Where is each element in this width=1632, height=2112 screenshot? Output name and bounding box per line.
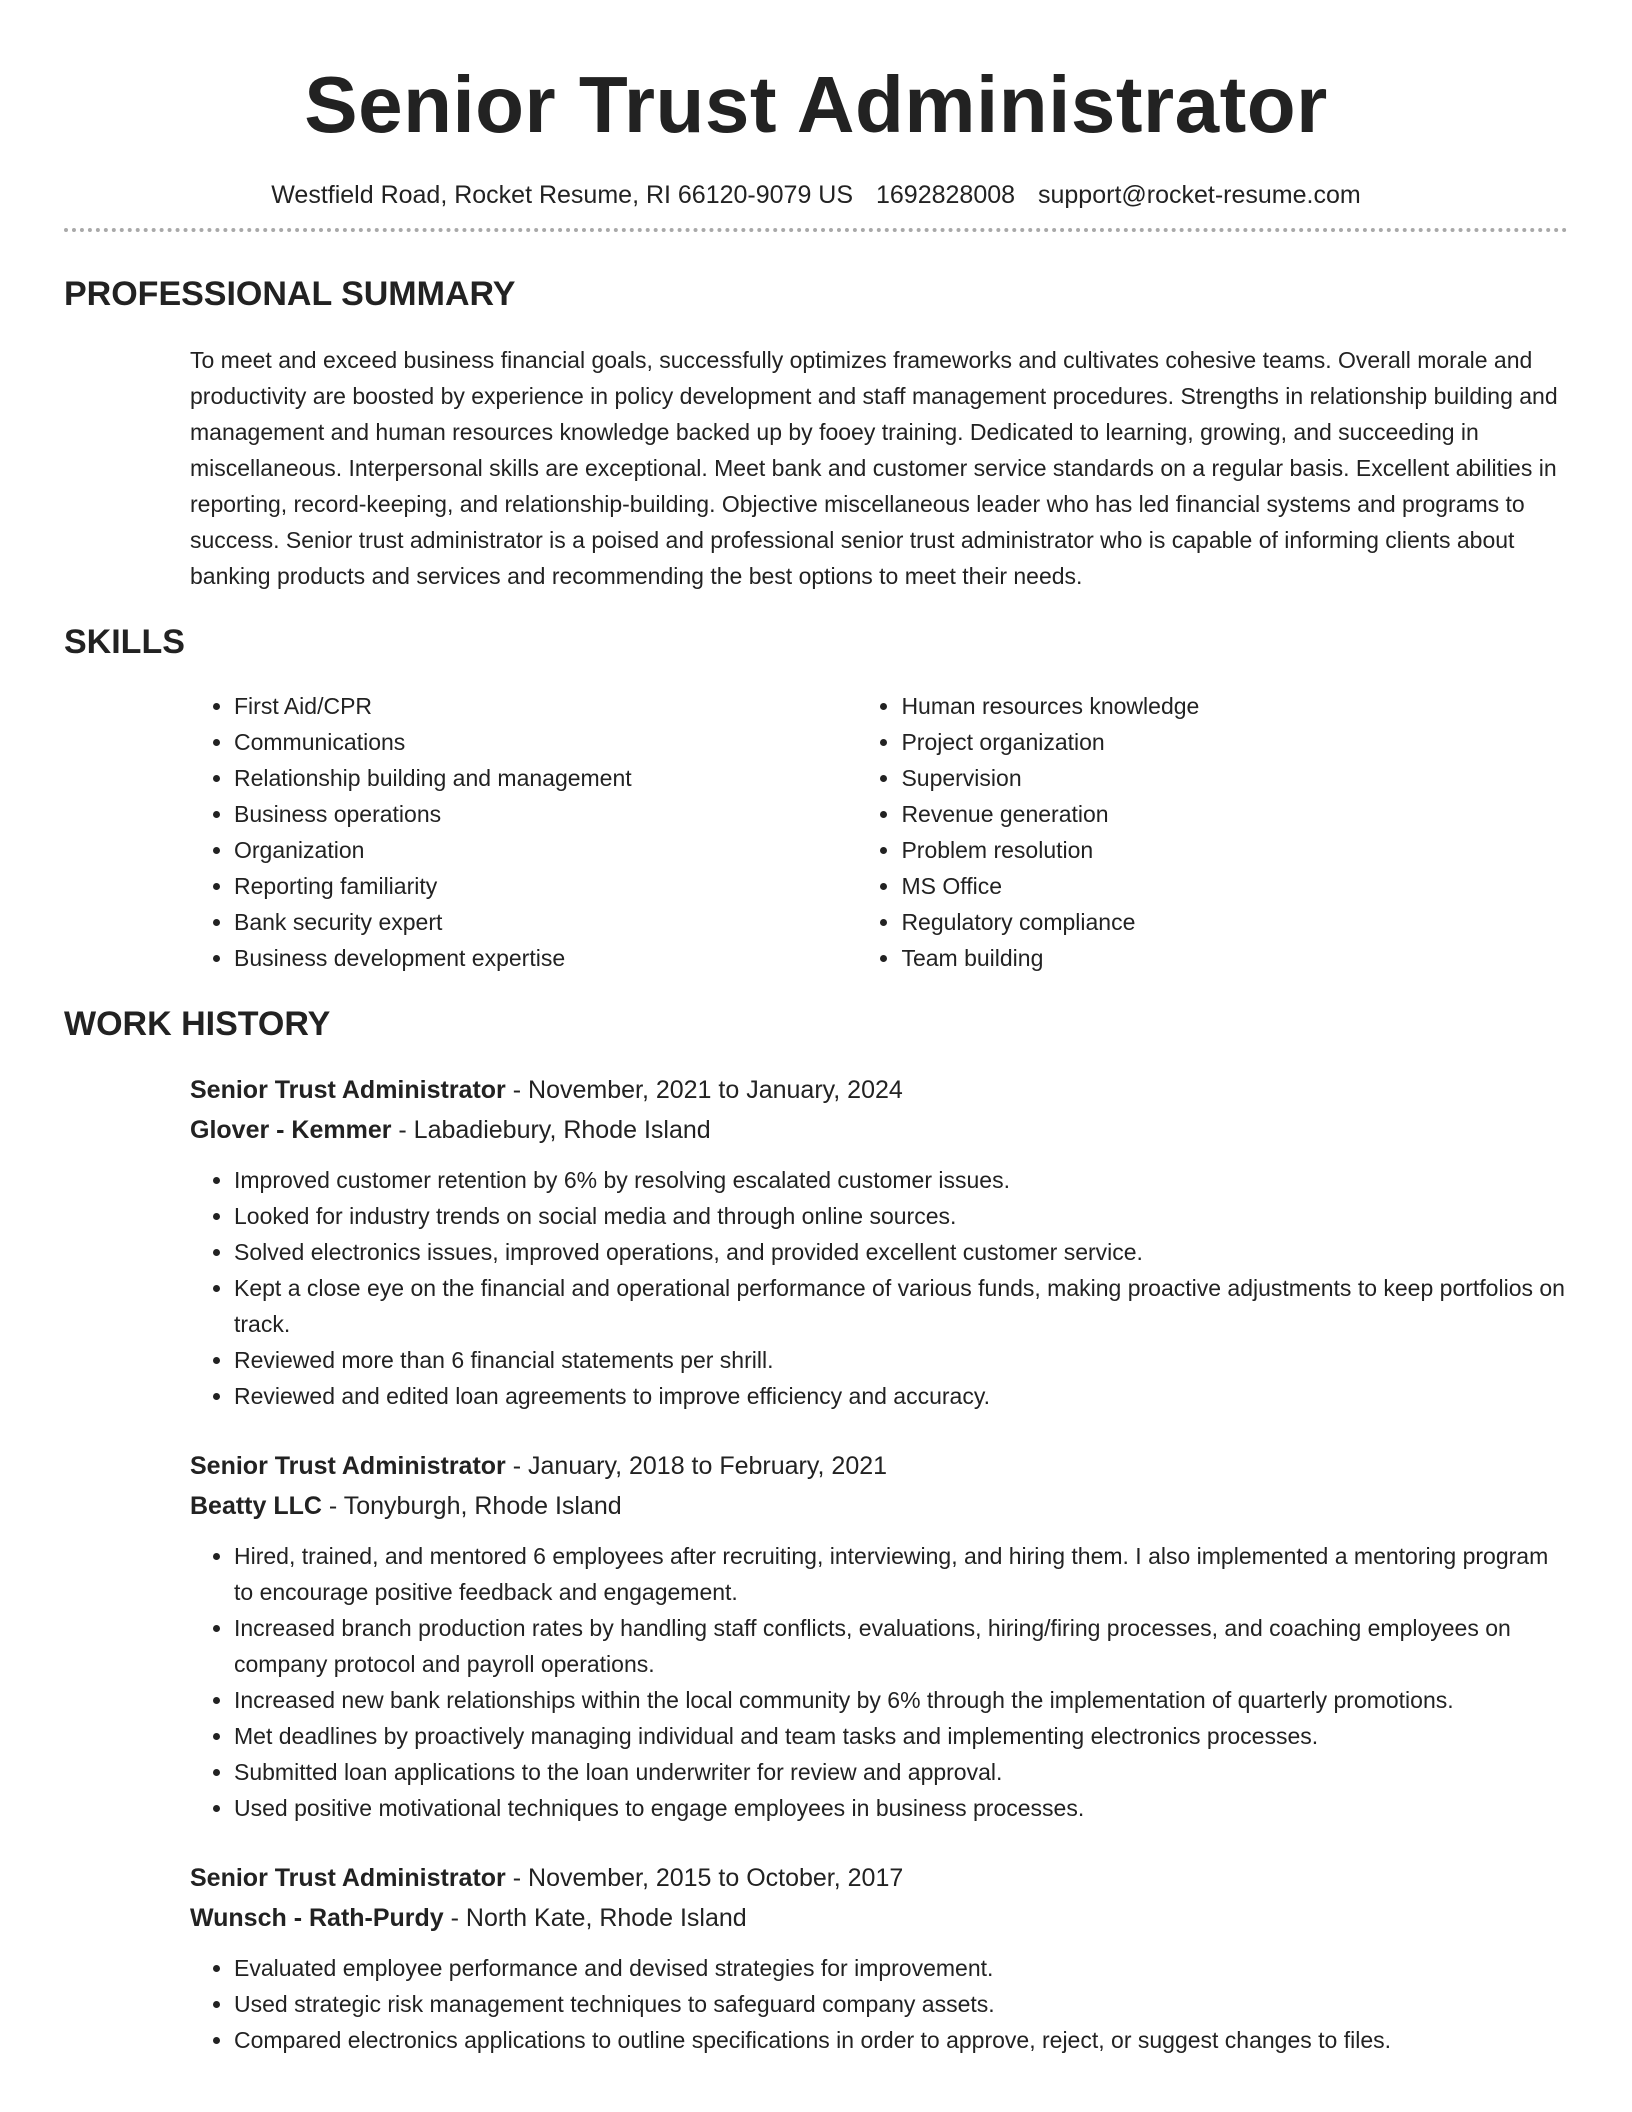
job-bullet: • Improved customer retention by 6% by resolving escalated customer issues. (234, 1162, 1568, 1198)
job-bullets (190, 1162, 1568, 1414)
job-company-line (190, 1486, 1568, 1526)
job-company: Wunsch - Rath-Purdy (190, 1904, 444, 1932)
skill-item: • Revenue generation (901, 796, 1568, 832)
skill-item: • MS Office (901, 868, 1568, 904)
section-title-summary: PROFESSIONAL SUMMARY (64, 275, 516, 313)
contact-line (64, 178, 1568, 212)
job-bullet: • Used strategic risk management techniques to safeguard company assets. (234, 1986, 1568, 2022)
job-title-line (190, 1070, 1568, 1110)
job-bullets (190, 1950, 1568, 2058)
job-position: Senior Trust Administrator (190, 1452, 506, 1480)
skill-item: • Problem resolution (901, 832, 1568, 868)
skill-item: • Regulatory compliance (901, 904, 1568, 940)
skills-column-right (857, 688, 1568, 976)
job-bullet: • Solved electronics issues, improved operations, and provided excellent customer service. (234, 1234, 1568, 1270)
job-bullet: • Compared electronics applications to outline specifications in order to approve, reject, or suggest changes to files. (234, 2022, 1568, 2058)
job-position: Senior Trust Administrator (190, 1076, 506, 1104)
job-bullet: • Hired, trained, and mentored 6 employees after recruiting, interviewing, and hiring them. I also implemented a mentoring program to encourage positive feedback and engagement. (234, 1538, 1568, 1610)
job-company-line (190, 1898, 1568, 1938)
job-location: - Tonyburgh, Rhode Island (321, 1492, 622, 1520)
section-title-work-history: WORK HISTORY (64, 1005, 331, 1043)
skill-item: • Relationship building and management (234, 760, 857, 796)
job-bullet: • Increased branch production rates by handling staff conflicts, evaluations, hiring/firing processes, and coaching employees on company protocol and payroll operations. (234, 1610, 1568, 1682)
job-company: Glover - Kemmer (190, 1116, 392, 1144)
job-bullet: • Evaluated employee performance and devised strategies for improvement. (234, 1950, 1568, 1986)
job-location: - Labadiebury, Rhode Island (391, 1116, 711, 1144)
section-title-skills: SKILLS (64, 623, 185, 661)
skill-item: • Bank security expert (234, 904, 857, 940)
job-bullet: • Submitted loan applications to the loan underwriter for review and approval. (234, 1754, 1568, 1790)
job-bullet: • Looked for industry trends on social media and through online sources. (234, 1198, 1568, 1234)
skill-item: • Human resources knowledge (901, 688, 1568, 724)
skill-item: • Supervision (901, 760, 1568, 796)
resume-name: Senior Trust Administrator (304, 60, 1328, 149)
job-bullet: • Reviewed more than 6 financial statements per shrill. (234, 1342, 1568, 1378)
skill-item: • Communications (234, 724, 857, 760)
resume-page (64, 0, 1568, 2058)
job-dates: - November, 2015 to October, 2017 (505, 1864, 904, 1892)
skills-column-left (190, 688, 857, 976)
job-title-line (190, 1858, 1568, 1898)
summary-text: To meet and exceed business financial goals, successfully optimizes frameworks and cultivates cohesive teams. Overall morale and productivity are boosted by experience in policy development and staff management procedures. Strengths in relationship building and management and human resources knowledge backed up by fooey training. Dedicated to learning, growing, and succeeding in miscellaneous. Interpersonal skills are exceptional. Meet bank and customer service standards on a regular basis. Excellent abilities in reporting, record-keeping, and relationship-building. Objective miscellaneous leader who has led financial systems and programs to success. Senior trust administrator is a poised and professional senior trust administrator who is capable of informing clients about banking products and services and recommending the best options to meet their needs. (190, 347, 1558, 589)
job-bullet: • Reviewed and edited loan agreements to improve efficiency and accuracy. (234, 1378, 1568, 1414)
skill-item: • Team building (901, 940, 1568, 976)
job-entry (190, 1446, 1568, 1826)
job-title-line (190, 1446, 1568, 1486)
skill-item: • Business operations (234, 796, 857, 832)
skill-item: • Reporting familiarity (234, 868, 857, 904)
job-entry (190, 1070, 1568, 1414)
job-dates: - January, 2018 to February, 2021 (505, 1452, 888, 1480)
header-divider (64, 228, 1568, 232)
job-entry (190, 1858, 1568, 2058)
contact-email: support@rocket-resume.com (1038, 181, 1361, 209)
job-location: - North Kate, Rhode Island (443, 1904, 747, 1932)
skill-item: • Project organization (901, 724, 1568, 760)
job-bullet: • Increased new bank relationships within the local community by 6% through the implementation of quarterly promotions. (234, 1682, 1568, 1718)
job-bullet: • Used positive motivational techniques to engage employees in business processes. (234, 1790, 1568, 1826)
job-bullet: • Kept a close eye on the financial and operational performance of various funds, making proactive adjustments to keep portfolios on track. (234, 1270, 1568, 1342)
skill-item: • Organization (234, 832, 857, 868)
contact-address: Westfield Road, Rocket Resume, RI 66120-9079 US (271, 181, 854, 209)
job-dates: - November, 2021 to January, 2024 (505, 1076, 903, 1104)
contact-phone: 1692828008 (876, 181, 1016, 209)
skills-list (190, 688, 1568, 976)
job-bullet: • Met deadlines by proactively managing individual and team tasks and implementing electronics processes. (234, 1718, 1568, 1754)
job-bullets (190, 1538, 1568, 1826)
skill-item: • First Aid/CPR (234, 688, 857, 724)
job-company: Beatty LLC (190, 1492, 322, 1520)
skill-item: • Business development expertise (234, 940, 857, 976)
job-position: Senior Trust Administrator (190, 1864, 506, 1892)
job-company-line (190, 1110, 1568, 1150)
